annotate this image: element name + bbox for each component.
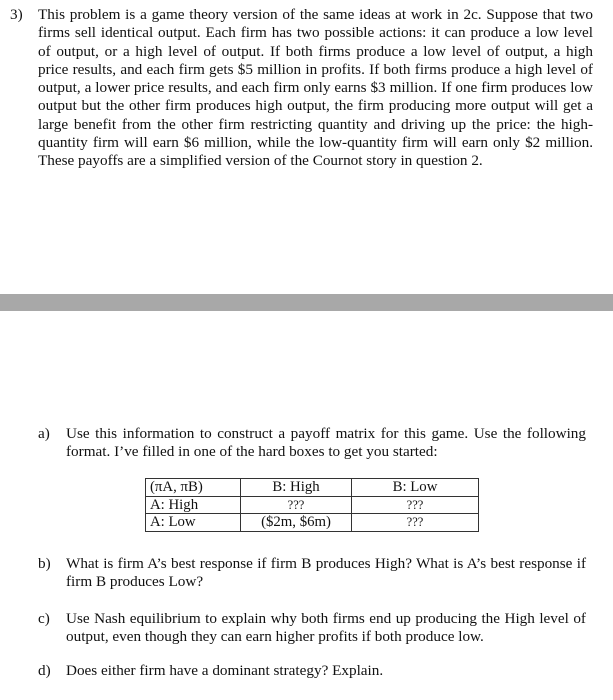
- question-3: [10, 6, 593, 171]
- part-a-label: a): [38, 425, 50, 442]
- part-a-text: Use this information to construct a payoff matrix for this game. Use the following format. I’ve filled in one of the hard boxes to get you started:: [66, 425, 586, 461]
- row-label-a-high: A: High: [146, 496, 241, 514]
- cell-high-low: ???: [352, 496, 479, 514]
- separator-bar: [0, 294, 613, 311]
- header-b-high: B: High: [241, 479, 352, 497]
- part-d-label: d): [38, 662, 51, 679]
- header-b-low: B: Low: [352, 479, 479, 497]
- question-text: This problem is a game theory version of the same ideas at work in 2c. Suppose that two firms sell identical output. Each firm has two possible actions: it can produce a low level of output, or a high level of output. If both firms produce a low level of output, a high price results, and each firm gets $5 million in profits. If both firms produce a high level of output, a lower price results, and each firm only earns $3 million. If one firm produces low output but the other firm produces high output, the firm producing more output will get a large benefit from the other firm restricting quantity and driving up the price: the high-quantity firm will earn $6 million, while the low-quantity firm will earn only $2 million. These payoffs are a simplified version of the Cournot story in question 2.: [38, 6, 593, 170]
- row-label-a-low: A: Low: [146, 514, 241, 532]
- part-b-label: b): [38, 555, 51, 572]
- payoff-matrix: [145, 478, 479, 532]
- cell-high-high: ???: [241, 496, 352, 514]
- part-c: [38, 610, 586, 647]
- table-header-row: [146, 479, 479, 497]
- part-c-text: Use Nash equilibrium to explain why both firms end up producing the High level of output, even though they can earn higher profits if both produce low.: [66, 610, 586, 646]
- cell-low-high: ($2m, $6m): [241, 514, 352, 532]
- header-corner: (πA, πB): [146, 479, 241, 497]
- question-number: 3): [10, 6, 23, 23]
- cell-low-low: ???: [352, 514, 479, 532]
- part-c-label: c): [38, 610, 50, 627]
- table-row: [146, 496, 479, 514]
- table-row: [146, 514, 479, 532]
- part-a: [38, 425, 586, 462]
- part-b: [38, 555, 586, 592]
- part-d-text: Does either firm have a dominant strategy? Explain.: [66, 662, 384, 679]
- part-b-text: What is firm A’s best response if firm B produces High? What is A’s best response if firm B produces Low?: [66, 555, 586, 591]
- part-d: [38, 662, 586, 680]
